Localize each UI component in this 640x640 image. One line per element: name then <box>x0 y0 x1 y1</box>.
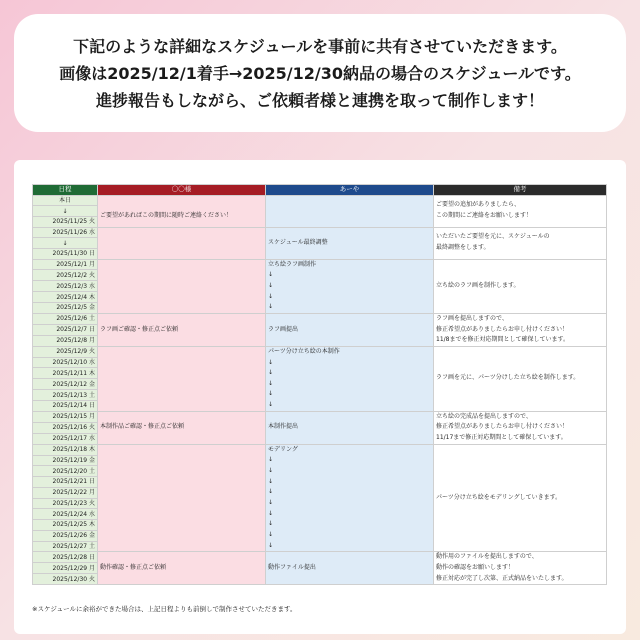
table-row <box>33 552 607 563</box>
client-cell <box>98 313 266 346</box>
table-row <box>33 313 607 324</box>
note-cell-line: 立ち絵の完成品を提出しますので、 <box>436 412 532 420</box>
date-cell: 2025/12/2 火 <box>33 270 98 281</box>
note-cell-line: 修正希望点がありましたらお申し付けください！ <box>436 325 569 333</box>
ay-cell-line: 動作ファイル提出 <box>268 563 316 571</box>
note-cell <box>434 227 607 259</box>
date-cell: 2025/12/26 金 <box>33 530 98 541</box>
client-cell-line: 動作確認・修正点ご依頼 <box>100 563 167 571</box>
note-cell <box>434 444 607 552</box>
date-cell: 2025/12/11 木 <box>33 368 98 379</box>
schedule-table <box>32 184 607 585</box>
ay-cell-line: ↓ <box>268 401 274 409</box>
note-cell-line: 修正希望点がありましたらお申し付けください！ <box>436 423 569 431</box>
ay-cell-line: ↓ <box>268 456 274 464</box>
ay-cell-line: ↓ <box>268 520 274 528</box>
client-cell <box>98 346 266 411</box>
note-cell-line: ご要望の追加がありましたら、 <box>436 201 521 209</box>
date-cell: 本日 <box>33 195 98 206</box>
date-cell: 2025/12/1 月 <box>33 259 98 270</box>
note-cell-line: 立ち絵のラフ画を制作します。 <box>436 281 520 289</box>
ay-cell-line: ↓ <box>268 477 274 485</box>
ay-cell-line: ↓ <box>268 379 274 387</box>
note-cell-line: 最終調整をします。 <box>436 244 490 252</box>
ay-cell-line: ↓ <box>268 499 274 507</box>
ay-cell-line: 立ち絵ラフ画制作 <box>268 260 317 268</box>
ay-cell-line: パーツ分け立ち絵の本制作 <box>268 347 340 355</box>
client-cell <box>98 444 266 552</box>
note-cell-line: 11/17まで修正対応期間として確保しています。 <box>436 434 567 442</box>
note-cell-line: この期間にご連絡をお願いします！ <box>436 212 533 220</box>
ay-cell-line: ↓ <box>268 358 274 366</box>
intro-line-1: 下記のような詳細なスケジュールを事前に共有させていただきます。 <box>73 36 567 56</box>
date-cell: 2025/12/28 日 <box>33 552 98 563</box>
ay-cell-line: 本制作提出 <box>268 423 299 431</box>
note-cell <box>434 195 607 227</box>
ay-cell-line: ↓ <box>268 271 274 279</box>
client-cell <box>98 411 266 444</box>
note-cell <box>434 259 607 313</box>
date-cell: 2025/12/14 日 <box>33 400 98 411</box>
date-cell: 2025/12/10 水 <box>33 357 98 368</box>
date-cell: 2025/12/23 火 <box>33 498 98 509</box>
header-row <box>33 185 607 196</box>
ay-cell <box>266 195 434 227</box>
ay-cell-line: ↓ <box>268 509 274 517</box>
date-cell: 2025/12/22 月 <box>33 487 98 498</box>
client-cell-line: ご要望があればこの期間に随時ご連絡ください！ <box>100 212 233 220</box>
ay-cell <box>266 313 434 346</box>
ay-cell-line: ↓ <box>268 292 274 300</box>
date-cell: 2025/12/24 水 <box>33 509 98 520</box>
schedule-body <box>33 195 607 585</box>
note-cell-line: 修正対応が完了し次第、正式納品をいたします。 <box>436 574 568 582</box>
client-cell-line <box>100 200 263 211</box>
table-row <box>33 227 607 238</box>
note-cell-line: ラフ画を提出しますので、 <box>436 314 508 322</box>
date-cell: 2025/12/21 日 <box>33 477 98 488</box>
date-cell: 2025/12/17 水 <box>33 433 98 444</box>
intro-banner <box>14 14 626 132</box>
date-cell: 2025/12/13 土 <box>33 390 98 401</box>
note-cell-line: ラフ画を元に、パーツ分けした立ち絵を制作します。 <box>436 374 580 382</box>
client-cell <box>98 227 266 259</box>
note-cell <box>434 346 607 411</box>
date-cell: 2025/12/12 金 <box>33 379 98 390</box>
table-row <box>33 411 607 422</box>
ay-cell <box>266 444 434 552</box>
date-cell: 2025/12/4 木 <box>33 292 98 303</box>
ay-cell-line: スケジュール最終調整 <box>268 238 328 246</box>
date-cell: 2025/12/5 金 <box>33 302 98 313</box>
intro-line-3: 進捗報告もしながら、ご依頼者様と連携を取って制作します！ <box>95 90 544 110</box>
ay-cell-line: ↓ <box>268 541 274 549</box>
date-cell: 2025/11/25 火 <box>33 216 98 227</box>
date-cell: 2025/12/19 金 <box>33 455 98 466</box>
date-cell: 2025/12/8 月 <box>33 335 98 346</box>
ay-cell-line: ↓ <box>268 390 274 398</box>
ay-cell <box>266 259 434 313</box>
footnote: ※スケジュールに余裕ができた場合は、上記日程よりも前倒しで制作させていただきます。 <box>32 605 297 613</box>
date-cell: 2025/12/18 木 <box>33 444 98 455</box>
date-cell: 2025/12/16 火 <box>33 422 98 433</box>
table-row <box>33 346 607 357</box>
note-cell <box>434 313 607 346</box>
table-row <box>33 259 607 270</box>
ay-cell-line: ↓ <box>268 281 274 289</box>
date-cell: 2025/12/9 火 <box>33 346 98 357</box>
client-cell <box>98 259 266 313</box>
date-cell: ↓ <box>33 206 98 217</box>
date-cell: 2025/12/27 土 <box>33 541 98 552</box>
note-cell-line: 動作の確認をお願いします！ <box>436 563 515 571</box>
note-cell-line: 動作用のファイルを提出しますので、 <box>436 553 538 561</box>
date-cell: 2025/12/3 水 <box>33 281 98 292</box>
ay-cell-line: ↓ <box>268 531 274 538</box>
ay-cell-line: ↓ <box>268 488 274 496</box>
ay-cell <box>266 346 434 411</box>
ay-cell-line: ラフ画提出 <box>268 325 299 333</box>
date-cell: 2025/12/7 日 <box>33 324 98 335</box>
ay-cell <box>266 227 434 259</box>
ay-cell <box>266 552 434 585</box>
date-cell: 2025/12/25 木 <box>33 520 98 531</box>
ay-cell-line: ↓ <box>268 467 274 475</box>
note-cell-line: いただいたご要望を元に、スケジュールの <box>436 233 550 241</box>
note-cell <box>434 552 607 585</box>
date-cell: 2025/12/6 土 <box>33 313 98 324</box>
ay-cell-line: ↓ <box>268 369 274 377</box>
intro-line-2: 画像は2025/12/1着手→2025/12/30納品の場合のスケジュールです。 <box>59 63 581 83</box>
table-row <box>33 444 607 455</box>
client-cell-line: ラフ画ご確認・修正点ご依頼 <box>100 325 179 333</box>
date-column-header: 日程 <box>33 185 98 196</box>
date-cell: 2025/12/30 火 <box>33 574 98 585</box>
date-cell: 2025/11/30 日 <box>33 248 98 259</box>
ay-cell <box>266 411 434 444</box>
note-cell-line: パーツ分け立ち絵をモデリングしていきます。 <box>436 493 562 501</box>
date-cell: 2025/12/15 月 <box>33 411 98 422</box>
date-cell: 2025/12/20 土 <box>33 466 98 477</box>
client-cell <box>98 552 266 585</box>
date-cell: 2025/11/26 水 <box>33 227 98 238</box>
note-cell <box>434 411 607 444</box>
ay-column-header: あーや <box>266 185 434 196</box>
note-cell-line: 11/8までを修正対応期間として確保しています。 <box>436 336 569 344</box>
client-cell <box>98 195 266 227</box>
schedule-sheet <box>14 160 626 634</box>
note-column-header: 備考 <box>434 185 607 196</box>
date-cell: 2025/12/29 月 <box>33 563 98 574</box>
ay-cell-line: モデリング <box>268 445 298 453</box>
client-cell-line: 本制作品ご確認・修正点ご依頼 <box>100 423 185 431</box>
date-cell: ↓ <box>33 238 98 249</box>
table-row <box>33 195 607 206</box>
client-column-header: 〇〇様 <box>98 185 266 196</box>
ay-cell-line: ↓ <box>268 303 274 311</box>
